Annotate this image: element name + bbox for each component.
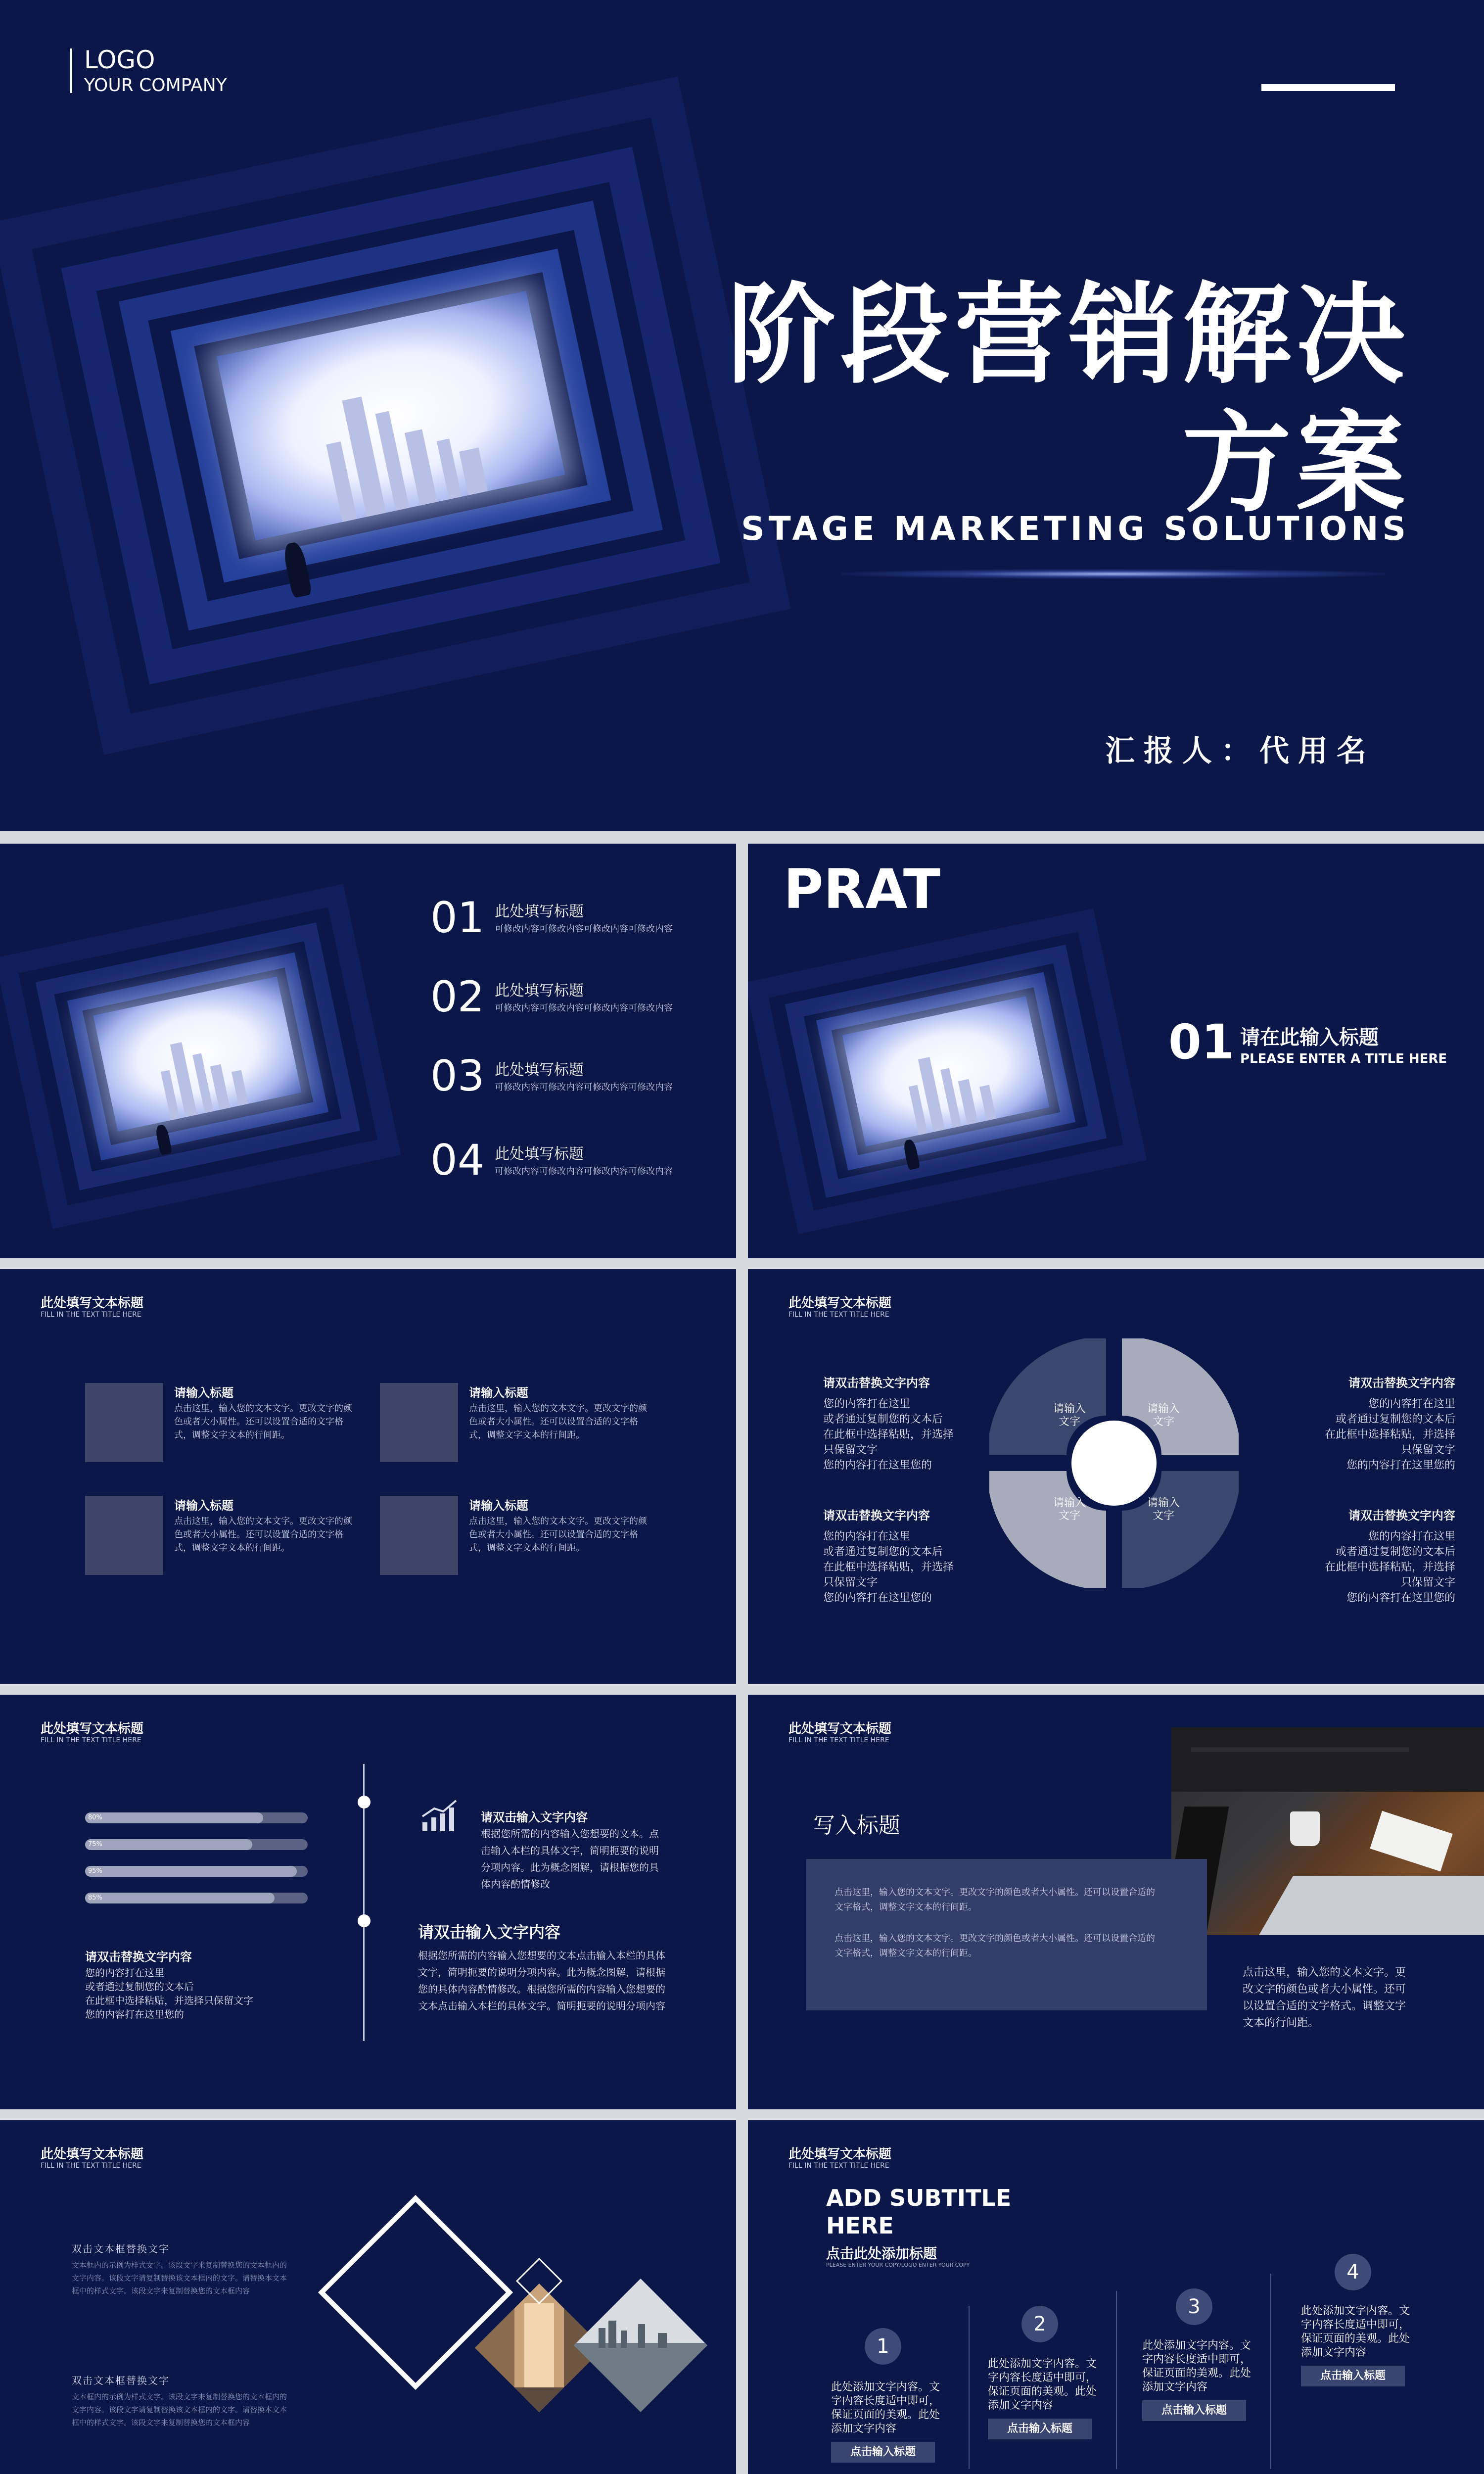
step-number: 1	[865, 2328, 901, 2365]
left-text: 您的内容打在这里 或者通过复制您的文本后 在此框中选择粘贴，并选择只保留文字 您的内容打在这里您的	[85, 1967, 253, 2020]
right1-text: 根据您所需的内容输入您想要的文本。点击输入本栏的具体文字，简明扼要的说明分项内容。此为概念图解，请根据您的具体内容酌情修改	[481, 1828, 659, 1890]
toc-desc: 可修改内容可修改内容可修改内容可修改内容	[495, 1003, 673, 1013]
right2-title: 请双击输入文字内容	[418, 1923, 561, 1942]
cover-title-line1: 阶段营销解决	[727, 272, 1410, 398]
step-item	[1142, 2288, 1256, 2421]
step-number: 2	[1021, 2306, 1058, 2342]
header-subtitle: FILL IN THE TEXT TITLE HERE	[41, 2162, 141, 2170]
toc-item[interactable]	[430, 1051, 707, 1111]
progress-label: 85%	[88, 1894, 102, 1902]
progress-bar	[85, 1812, 308, 1823]
quad-block-tl	[823, 1373, 972, 1473]
step-text: 此处添加文字内容。文字内容长度适中即可，保证页面的美观。此处添加文字内容	[988, 2358, 1097, 2412]
step-number: 3	[1176, 2288, 1212, 2325]
tunnel-graphic	[0, 76, 791, 755]
card-text: 点击这里，输入您的文本文字。更改文字的颜色或者大小属性。还可以设置合适的文字格式，调整文字文本的行间距。	[469, 1516, 647, 1553]
header-title: 此处填写文本标题	[788, 1721, 892, 1736]
company-name: YOUR COMPANY	[84, 75, 227, 95]
part-label: PRAT	[784, 857, 940, 921]
step-item	[988, 2306, 1102, 2439]
text-para: 文本框内的示例为样式文字。该段文字来复制替换您的文本框内的文字内容。该段文字请复制替换该文本框内的文字。请替换本文本框中的样式文字。该段文字来复制替换您的文本框内容	[72, 2392, 287, 2427]
step-divider	[969, 2306, 970, 2469]
header-subtitle: FILL IN THE TEXT TITLE HERE	[788, 1736, 889, 1744]
block-text: 您的内容打在这里 或者通过复制您的文本后 在此框中选择粘贴，并选择 只保留文字 您的内容打在这里您的	[1324, 1530, 1455, 1604]
step-button[interactable]: 点击输入标题	[1301, 2366, 1405, 2386]
side-text: 点击这里，输入您的文本文字。更改文字的颜色或者大小属性。还可以设置合适的文字格式。调整文字文本的行间距。	[1243, 1966, 1406, 2029]
cover-slide	[0, 0, 1484, 831]
progress-bar	[85, 1839, 308, 1850]
header-subtitle: FILL IN THE TEXT TITLE HERE	[41, 1736, 141, 1744]
toc-title: 此处填写标题	[495, 982, 584, 999]
progress-label: 95%	[88, 1867, 102, 1875]
toc-number: 02	[430, 972, 485, 1022]
text-para: 文本框内的示例为样式文字。该段文字来复制替换您的文本框内的文字内容。该段文字请复制替换该文本框内的文字。请替换本文本框中的样式文字。该段文字来复制替换您的文本框内容	[72, 2261, 287, 2295]
panel-para: 点击这里，输入您的文本文字。更改文字的颜色或者大小属性。还可以设置合适的文字格式，调整文字文本的行间距。	[835, 1887, 1155, 1912]
block-title: 请双击替换文字内容	[1348, 1376, 1455, 1390]
timeline-dot	[358, 1796, 371, 1808]
card-title: 请输入标题	[469, 1386, 528, 1400]
grid-card	[85, 1496, 357, 1580]
segment-label: 请输入文字	[1053, 1497, 1086, 1522]
card-text: 点击这里，输入您的文本文字。更改文字的颜色或者大小属性。还可以设置合适的文字格式，调整文字文本的行间距。	[469, 1403, 647, 1440]
panel-para: 点击这里，输入您的文本文字。更改文字的颜色或者大小属性。还可以设置合适的文字格式，调整文字文本的行间距。	[835, 1933, 1155, 1958]
tunnel-graphic	[748, 908, 1147, 1234]
timeline-dot	[358, 1914, 371, 1927]
text-title: 双击文本框替换文字	[72, 2375, 170, 2386]
toc-title: 此处填写标题	[495, 1145, 584, 1163]
cover-subtitle: STAGE MARKETING SOLUTIONS	[741, 510, 1410, 548]
progress-fill	[85, 1839, 252, 1850]
quad-block-tr	[1292, 1373, 1455, 1473]
block-text: 您的内容打在这里 或者通过复制您的文本后 在此框中选择粘贴，并选择 只保留文字 您的内容打在这里您的	[823, 1530, 954, 1604]
part-title: 请在此输入标题	[1240, 1026, 1379, 1049]
right2-text: 根据您所需的内容输入您想要的文本点击输入本栏的具体文字，简明扼要的说明分项内容。此为概念图解，请根据您的具体内容酌情修改。根据您所需的内容输入您想要的文本点击输入本栏的具体文字。简明扼要的说明分项内容	[418, 1950, 665, 2012]
diamond-graphic	[312, 2194, 722, 2474]
tunnel-graphic	[0, 884, 401, 1229]
block-title: 请双击替换文字内容	[823, 1376, 930, 1390]
part-slide	[748, 844, 1484, 1258]
toc-title: 此处填写标题	[495, 903, 584, 920]
diamond-outline-large	[322, 2198, 510, 2386]
toc-slide	[0, 844, 736, 1258]
progress-bar	[85, 1893, 308, 1903]
part-number: 01	[1168, 1014, 1235, 1070]
step-number: 4	[1335, 2254, 1371, 2290]
block-title: 请双击替换文字内容	[1348, 1509, 1455, 1522]
toc-number: 04	[430, 1136, 485, 1185]
block-text: 您的内容打在这里 或者通过复制您的文本后 在此框中选择粘贴，并选择 只保留文字 您的内容打在这里您的	[823, 1398, 954, 1472]
part-subtitle: PLEASE ENTER A TITLE HERE	[1240, 1051, 1447, 1066]
step-item	[831, 2328, 945, 2463]
laptop-photo	[1171, 1727, 1484, 1935]
toc-number: 03	[430, 1051, 485, 1101]
bars-slide	[0, 1695, 736, 2109]
grid-card	[85, 1383, 357, 1467]
header-title: 此处填写文本标题	[41, 2147, 144, 2162]
progress-fill	[85, 1893, 275, 1903]
header-title: 此处填写文本标题	[788, 1296, 892, 1311]
progress-bar	[85, 1866, 308, 1877]
block-title: 请双击替换文字内容	[823, 1509, 930, 1522]
steps-tiny: PLEASE ENTER YOUR COPY/LOGO ENTER YOUR COPY	[826, 2262, 970, 2268]
subtitle-line2: HERE	[826, 2212, 894, 2239]
toc-desc: 可修改内容可修改内容可修改内容可修改内容	[495, 924, 673, 934]
step-divider	[1116, 2291, 1117, 2469]
toc-number: 01	[430, 893, 485, 943]
step-item	[1301, 2254, 1415, 2386]
grid-card	[380, 1383, 652, 1467]
right1-title: 请双击输入文字内容	[481, 1810, 588, 1824]
progress-fill	[85, 1866, 297, 1877]
card-title: 请输入标题	[174, 1499, 233, 1513]
chart-icon	[420, 1799, 460, 1833]
steps-title: 点击此处添加标题	[826, 2245, 937, 2262]
grid-slide	[0, 1269, 736, 1684]
card-thumb	[380, 1383, 458, 1462]
grid-card	[380, 1496, 652, 1580]
card-thumb	[85, 1383, 163, 1462]
quad-block-bl	[823, 1506, 972, 1606]
header-title: 此处填写文本标题	[41, 1721, 144, 1736]
toc-title: 此处填写标题	[495, 1061, 584, 1079]
step-text: 此处添加文字内容。文字内容长度适中即可，保证页面的美观。此处添加文字内容	[1301, 2305, 1410, 2359]
card-thumb	[380, 1496, 458, 1575]
subtitle-line1: ADD SUBTITLE	[826, 2185, 1012, 2211]
left-title: 请双击替换文字内容	[85, 1950, 192, 1964]
card-text: 点击这里，输入您的文本文字。更改文字的颜色或者大小属性。还可以设置合适的文字格式，调整文字文本的行间距。	[174, 1516, 352, 1553]
step-divider	[1270, 2274, 1271, 2469]
progress-label: 80%	[88, 1814, 102, 1821]
progress-label: 75%	[88, 1841, 102, 1848]
progress-fill	[85, 1812, 263, 1823]
logo-text: LOGO	[84, 46, 155, 74]
diamond-slide	[0, 2120, 736, 2474]
header-subtitle: FILL IN THE TEXT TITLE HERE	[788, 1311, 889, 1319]
toc-item[interactable]	[430, 972, 707, 1032]
top-accent-bar	[1261, 84, 1395, 91]
steps-slide	[748, 2120, 1484, 2474]
step-button[interactable]: 点击输入标题	[988, 2419, 1092, 2439]
card-text: 点击这里，输入您的文本文字。更改文字的颜色或者大小属性。还可以设置合适的文字格式，调整文字文本的行间距。	[174, 1403, 352, 1440]
step-text: 此处添加文字内容。文字内容长度适中即可，保证页面的美观。此处添加文字内容	[831, 2381, 940, 2435]
header-subtitle: FILL IN THE TEXT TITLE HERE	[788, 2162, 889, 2170]
card-title: 请输入标题	[174, 1386, 233, 1400]
card-title: 请输入标题	[469, 1499, 528, 1513]
logo-divider	[70, 48, 72, 93]
header-title: 此处填写文本标题	[41, 1296, 144, 1311]
card-thumb	[85, 1496, 163, 1575]
segment-label: 请输入文字	[1053, 1403, 1086, 1428]
cover-title-line2: 方案	[1182, 400, 1410, 527]
segment-label: 请输入文字	[1147, 1403, 1180, 1428]
toc-item[interactable]	[430, 893, 707, 952]
block-text: 您的内容打在这里 或者通过复制您的文本后 在此框中选择粘贴，并选择 只保留文字 您的内容打在这里您的	[1324, 1398, 1455, 1472]
text-title: 双击文本框替换文字	[72, 2243, 170, 2255]
header-title: 此处填写文本标题	[788, 2147, 892, 2162]
photo-title: 写入标题	[813, 1813, 900, 1838]
photo-slide	[748, 1695, 1484, 2109]
toc-item[interactable]	[430, 1136, 707, 1195]
reporter: 汇报人：代用名	[1105, 734, 1375, 768]
quad-diagram	[989, 1338, 1239, 1588]
header-subtitle: FILL IN THE TEXT TITLE HERE	[41, 1311, 141, 1319]
toc-desc: 可修改内容可修改内容可修改内容可修改内容	[495, 1082, 673, 1093]
quad-slide	[748, 1269, 1484, 1684]
step-text: 此处添加文字内容。文字内容长度适中即可，保证页面的美观。此处添加文字内容	[1142, 2339, 1252, 2393]
toc-desc: 可修改内容可修改内容可修改内容可修改内容	[495, 1166, 673, 1177]
segment-label: 请输入文字	[1147, 1497, 1180, 1522]
quad-block-br	[1292, 1506, 1455, 1606]
step-button[interactable]: 点击输入标题	[831, 2442, 935, 2463]
light-streak	[841, 569, 1385, 579]
step-button[interactable]: 点击输入标题	[1142, 2400, 1246, 2421]
